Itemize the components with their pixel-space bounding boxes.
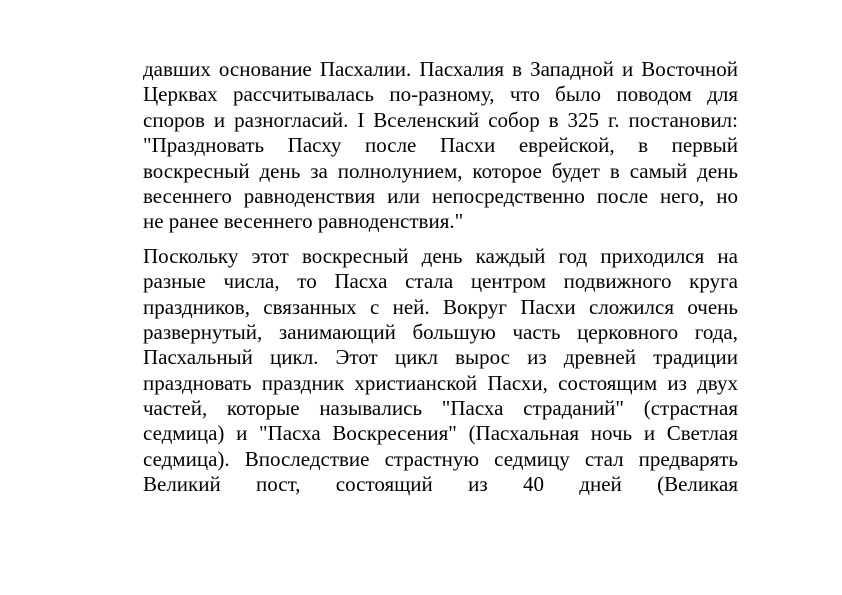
- text-line: "Праздновать Пасху после Пасхи еврейской, в первый: [143, 133, 738, 158]
- text-line: воскресный день за полнолунием, которое будет в самый день: [143, 158, 738, 183]
- paragraph-2: [143, 244, 738, 498]
- paragraph-1: [143, 57, 738, 235]
- text-line: весеннего равноденствия или непосредственно после него, но: [143, 183, 738, 208]
- text-line: развернутый, занимающий большую часть церковного года,: [143, 319, 738, 344]
- text-line: Великий пост, состоящий из 40 дней (Великая: [143, 472, 738, 497]
- document-body: [143, 57, 738, 498]
- text-line: споров и разногласий. I Вселенский собор в 325 г. постановил:: [143, 107, 738, 132]
- text-line: праздновать праздник христианской Пасхи, состоящим из двух: [143, 370, 738, 395]
- text-line: Пасхальный цикл. Этот цикл вырос из древней традиции: [143, 345, 738, 370]
- text-line: частей, которые назывались "Пасха страданий" (страстная: [143, 396, 738, 421]
- text-line: давших основание Пасхалии. Пасхалия в Западной и Восточной: [143, 57, 738, 81]
- text-line: праздников, связанных с ней. Вокруг Пасхи сложился очень: [143, 294, 738, 319]
- text-line: разные числа, то Пасха стала центром подвижного круга: [143, 269, 738, 294]
- text-line: Поскольку этот воскресный день каждый год приходился на: [143, 243, 738, 268]
- text-line: Церквах рассчитывалась по-разному, что было поводом для: [143, 82, 738, 107]
- text-line: седмица) и "Пасха Воскресения" (Пасхальная ночь и Светлая: [143, 421, 738, 446]
- text-line: седмица). Впоследствие страстную седмицу стал предварять: [143, 446, 738, 471]
- text-line: не ранее весеннего равноденствия.": [143, 209, 464, 234]
